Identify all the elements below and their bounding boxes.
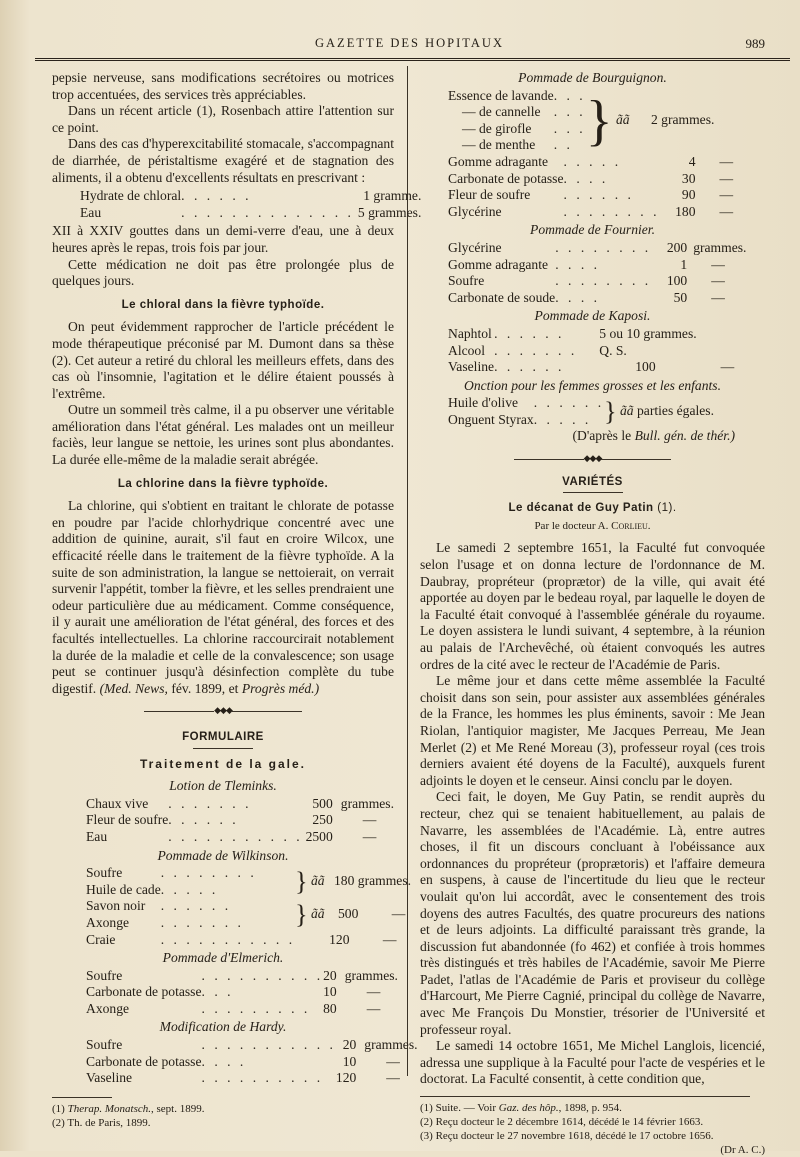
recipe-modification-hardy	[86, 1037, 418, 1087]
amount: 2500	[305, 828, 333, 844]
ana-mark: ãã	[311, 906, 325, 922]
footnote-source: Therap. Monatsch.	[67, 1102, 151, 1115]
leader-dots: . . . . . .	[168, 812, 239, 828]
prescription-row	[448, 154, 733, 171]
prescription-row	[448, 290, 746, 307]
paragraph: Dans un récent article (1), Rosenbach attire l'attention sur ce point.	[52, 103, 394, 135]
recipe-title: Pommade de Bourguignon.	[518, 70, 667, 85]
citation-line	[420, 428, 765, 445]
ingredient: Gomme adragante	[448, 256, 549, 272]
footnotes-right	[420, 1101, 765, 1157]
section-heading-formulaire: FORMULAIRE	[182, 730, 264, 743]
leader-dots: . . . . .	[563, 153, 622, 169]
author-prefix: Par le docteur A.	[534, 519, 609, 532]
leader-dots: . . . . . .	[181, 188, 252, 204]
amount: 80	[323, 1000, 337, 1016]
amount: 250	[312, 812, 333, 828]
ingredient: Essence de lavande	[448, 87, 554, 103]
leader-dots: . . .	[553, 104, 586, 120]
ingredient: Glycérine	[448, 239, 502, 255]
leader-dots: . . . . . . . . . .	[201, 1070, 324, 1086]
amount: 5 grammes.	[357, 204, 422, 220]
amount: 2 grammes.	[650, 111, 715, 127]
unit	[697, 343, 735, 360]
paragraph: Ceci fait, le doyen, Me Guy Patin, se rendit auprès du recteur, chez qui se tenaient habituellement, au palais de Navarre, les assemblées de l'Académie. Là, entre autres choses, il fit un discours concluant à l'obéissance aux ordonnances du propréteur (proprætoris) et l'affaire demeura en suspens, à cause de l'incertitude du lieu que le recteur voulait qu'on lui accordât, avec le consentement des trois doyens des autres Facultés, des quatre procureurs des nations et de leurs adjoints. La difficulté paraissant très grande, la discussion fut abandonnée (fo 462) et confiée à trois hommes très distingués et très habiles de l'Académie, savoir Me Pierre Padet, l'atlas de l'Académie de Paris et proviseur du collège d'Harcourt, Me Pierre Cagnié, principal du collège de Navarre, avec Me François Du Monstier, trésorier de l'Université et professeur royal.	[420, 789, 765, 1037]
unit: —	[711, 289, 725, 305]
paragraph-text: La chlorine, qui s'obtient en traitant le chlorate de potasse en poudre par l'acide chlorhydrique concentré avec une addition de quinine, aurait, s'il faut en croire Wilcox, une efficacité réelle dans le traitement de la fièvre typhoïde. A la suite de son administration, la langue se nettoierait, on verrait survenir l'appétit, tomber la fièvre, et les selles prendraient une odeur particulière due au médicament. Comme conséquence, il y aurait une amélioration de l'état général, des forces et des facultés intellectuelles. La chlorine raccourcirait notablement la durée de la maladie et celle de la convalescence; son usage peut se continuer jusqu'à désinfection complète du tube digestif.	[52, 498, 394, 696]
footnote-source: Gaz. des hôp.	[498, 1102, 559, 1115]
recipe-pommade-wilkinson	[86, 865, 411, 948]
leader-dots: . . . . . .	[494, 359, 565, 375]
prescription-row	[448, 88, 714, 105]
unit: —	[719, 187, 734, 203]
footnote	[420, 1101, 765, 1115]
unit: grammes.	[693, 239, 747, 255]
paragraph: Le samedi 14 octobre 1651, Me Michel Langlois, licencié, adressa une supplique à la Faculté pour l'acte de vespéries et le doctorat. La Faculté consentit, à cette condition que,	[420, 1038, 765, 1087]
recipe-title: Pommade de Wilkinson.	[157, 847, 289, 863]
paragraph: On peut évidemment rapprocher de l'article précédent le mode thérapeutique préconisé par M. Dumont dans sa thèse (2). Cet auteur a retiré du chloral les meilleurs effets, dans des cas où l'insomnie, l'agitation et le délire étaient poussés à l'extrême.	[52, 319, 394, 401]
ornament-divider: ◆◆◆	[52, 702, 394, 719]
recipe-pommade-fournier	[448, 240, 746, 306]
leader-dots: . . . . . . .	[160, 914, 244, 930]
footnote: (2) Reçu docteur le 2 décembre 1614, décédé le 14 février 1663.	[420, 1116, 704, 1129]
ingredient: Soufre	[86, 967, 123, 983]
ana-mark: ãã	[620, 403, 634, 419]
unit: —	[711, 256, 725, 272]
leader-dots: . . . . .	[533, 411, 592, 427]
section-heading: Le chloral dans la fièvre typhoïde.	[121, 298, 325, 311]
prescription-row	[448, 359, 734, 376]
section-heading: Traitement de la gale.	[139, 756, 307, 771]
unit: —	[386, 1070, 400, 1086]
ingredient: Chaux vive	[86, 795, 149, 811]
prescription-row	[80, 205, 421, 222]
amount: 50	[673, 289, 688, 305]
amount: parties égales.	[637, 403, 714, 419]
ingredient: Huile de cade	[86, 881, 161, 897]
header-rule	[35, 58, 790, 63]
signature: (Dr A. C.)	[720, 1144, 765, 1157]
ingredient: Axonge	[86, 1000, 130, 1016]
footnote: (2) Th. de Paris, 1899.	[52, 1116, 151, 1129]
ingredient: Fleur de soufre	[448, 187, 531, 203]
ingredient: — de cannelle	[462, 104, 541, 120]
footnote-text: (1) Suite. — Voir	[420, 1102, 496, 1115]
unit: —	[391, 906, 406, 922]
amount: 1 gramme.	[363, 188, 422, 204]
ingredient: Craie	[86, 931, 116, 947]
left-column	[52, 70, 422, 1130]
recipe-title: Pommade d'Elmerich.	[162, 950, 284, 966]
paragraph: Le samedi 2 septembre 1651, la Faculté fut convoquée selon l'usage et on donna lecture de l'ordonnance de M. Daubray, propréteur (proprætor) de la ville, qui avait été apportée au doyen par le bedeau royal, par laquelle le doyen de la Faculté était convoqué à l'assemblée générale du royaume. Le doyen assistera le lundi suivant, 4 septembre, à la réunion au palais de l'Archevêché, où étaient convoqués les autres ordres de la cité avec le recteur de l'Académie de Paris.	[420, 540, 765, 672]
citation-source: Bull. gén. de thér.)	[634, 428, 735, 444]
author-name: Corlieu.	[611, 519, 651, 532]
leader-dots: . . . . . . . . . . .	[160, 931, 296, 947]
ingredient: Naphtol	[448, 325, 492, 341]
leader-dots: . . . . . . . . . . .	[168, 828, 303, 844]
citation: fév. 1899, et	[171, 680, 239, 696]
paragraph	[52, 498, 394, 697]
ingredient: Carbonate de potasse	[448, 170, 564, 186]
ingredient: Glycérine	[448, 203, 502, 219]
ingredient: Vaseline	[86, 1070, 133, 1086]
leader-dots: . . .	[553, 87, 586, 103]
leader-dots: . . . .	[563, 170, 609, 186]
section-heading-varietes: VARIÉTÉS	[562, 475, 623, 488]
footnote-rule	[420, 1096, 750, 1097]
unit: —	[382, 931, 397, 947]
paragraph: Dans des cas d'hyperexcitabilité stomacale, s'accompagnant de diarrhée, de péristaltisme exagéré et de stagnation des aliments, il a obtenu d'excellents résultats en prescrivant :	[52, 136, 394, 185]
recipe-pommade-bourguignon-rest	[448, 154, 733, 220]
ingredient: Carbonate de soude	[448, 289, 556, 305]
amount: 500	[338, 906, 359, 922]
prescription-row	[448, 273, 746, 290]
ingredient: Carbonate de potasse	[86, 984, 202, 1000]
amount: 10	[342, 1053, 357, 1069]
leader-dots: . . .	[201, 984, 234, 1000]
amount: Q. S.	[599, 342, 627, 358]
ornament-divider: ◆◆◆	[420, 450, 765, 467]
recipe-pommade-kaposi	[448, 326, 734, 376]
footnote-number: (1)	[52, 1102, 65, 1115]
unit: —	[362, 812, 377, 828]
amount: 500	[312, 795, 333, 811]
footnote	[52, 1102, 394, 1116]
section-heading: La chlorine dans la fièvre typhoïde.	[117, 477, 329, 490]
citation: (Med. News,	[99, 680, 168, 696]
ingredient: Alcool	[448, 342, 485, 358]
prescription-row	[448, 257, 746, 274]
amount: 100	[666, 273, 688, 289]
amount: 1	[680, 256, 688, 272]
prescription-row	[448, 204, 733, 221]
ingredient: Axonge	[86, 914, 130, 930]
footnote-detail: , 1898, p. 954.	[558, 1102, 622, 1115]
recipe-title: Lotion de Tleminks.	[169, 778, 277, 794]
ingredient: Soufre	[86, 865, 123, 881]
prescription-row	[86, 829, 394, 846]
unit: —	[386, 1053, 400, 1069]
ingredient: Eau	[80, 204, 102, 220]
recipe-title: Modification de Hardy.	[159, 1019, 287, 1035]
paragraph: Outre un sommeil très calme, il a pu observer une véritable amélioration dans l'état général. Les malades ont un meilleur faciès, leur langue se nettoie, les urines sont plus abondantes. La durée elle-même de la maladie serait abrégée.	[52, 402, 394, 468]
unit	[697, 326, 735, 343]
amount: 120	[335, 1070, 357, 1086]
leader-dots: . . . . . . .	[494, 342, 578, 358]
prescription-row	[86, 1001, 398, 1018]
ingredient: Fleur de soufre	[86, 812, 169, 828]
amount: 200	[666, 239, 688, 255]
right-column	[420, 70, 765, 1157]
amount: 120	[329, 931, 350, 947]
brace: }	[295, 900, 308, 930]
leader-dots: . . . .	[555, 256, 601, 272]
article-author	[420, 518, 765, 535]
leader-dots: . . . .	[555, 289, 601, 305]
prescription-row	[86, 968, 398, 985]
recipe-title: Onction pour les femmes grosses et les enfants.	[464, 377, 721, 393]
recipe-lotion-tleminks	[86, 796, 394, 846]
journal-title: GAZETTE DES HOPITAUX	[315, 36, 504, 50]
article-title-text: Le décanat de Guy Patin	[508, 502, 654, 515]
ingredient: Onguent Styrax	[448, 411, 534, 427]
article-title	[420, 500, 765, 517]
unit: —	[366, 984, 381, 1000]
ingredient: Gomme adragante	[448, 153, 549, 169]
prescription-row	[86, 898, 411, 915]
paragraph: Le même jour et dans cette même assemblée la Faculté choisit dans son sein, pour assister aux assemblées générales de la France, les hommes les plus éminents, savoir : Me Jean Riolan, l'antiquior magister, Me Jacques Perreau, Me Jean Merlet (2) et Me René Moreau (3), professeur royal (ces trois derniers avaient été doyens de la Faculté), auxquels furent adjoints le doyen et le censeur. Ainsi conclu par le doyen.	[420, 673, 765, 788]
unit: grammes.	[340, 795, 394, 811]
ingredient: — de menthe	[462, 137, 536, 153]
amount: 20	[342, 1037, 357, 1053]
leader-dots: . . . . . . . . .	[201, 1000, 311, 1016]
leader-dots: . . . . . . . . . . .	[201, 1037, 336, 1053]
amount: 30	[681, 170, 696, 186]
prescription-row	[80, 188, 421, 205]
unit: —	[719, 153, 734, 169]
ingredient: Hydrate de chloral	[80, 188, 182, 204]
recipe-pommade-elmerich	[86, 968, 398, 1018]
unit: —	[711, 273, 725, 289]
prescription-row	[86, 865, 411, 882]
amount: 180	[675, 203, 696, 219]
prescription-row	[86, 796, 394, 813]
leader-dots: . . . . . .	[563, 187, 634, 203]
recipe-title: Pommade de Kaposi.	[534, 308, 651, 324]
leader-dots: . .	[553, 137, 573, 153]
page-header	[35, 36, 765, 54]
ana-mark: ãã	[615, 111, 630, 127]
footnote: (3) Reçu docteur le 27 novembre 1618, décédé le 17 octobre 1656.	[420, 1130, 714, 1143]
leader-dots: . . . . . . . .	[563, 203, 660, 219]
leader-dots: . . . . . .	[494, 325, 565, 341]
unit: —	[719, 203, 734, 219]
prescription-row	[448, 187, 733, 204]
leader-dots: . . . .	[201, 1053, 247, 1069]
unit: —	[719, 170, 734, 186]
leader-dots: . . . . . . . . . . . . . .	[181, 204, 354, 220]
unit: grammes.	[364, 1037, 418, 1053]
unit: grammes.	[344, 967, 398, 983]
amount: 100	[635, 359, 656, 375]
prescription-row	[448, 240, 746, 257]
citation: Progrès méd.)	[241, 680, 320, 696]
ingredient: Vaseline	[448, 359, 495, 375]
ingredient: Huile d'olive	[448, 395, 519, 411]
unit: —	[720, 359, 735, 375]
leader-dots: . . .	[553, 120, 586, 136]
short-rule	[193, 748, 253, 749]
unit: —	[362, 828, 377, 844]
short-rule	[563, 492, 623, 493]
brace: }	[295, 867, 308, 897]
leader-dots: . . . . . . . .	[160, 865, 257, 881]
prescription-row	[448, 171, 733, 188]
leader-dots: . . . . . .	[533, 395, 605, 411]
leader-dots: . . . . .	[160, 881, 219, 897]
leader-dots: . . . . . .	[160, 898, 232, 914]
ingredient: Savon noir	[86, 898, 146, 914]
leader-dots: . . . . . . . . . .	[201, 967, 324, 983]
prescription-row	[448, 343, 734, 360]
recipe-title: Pommade de Fournier.	[530, 222, 655, 238]
paragraph: XII à XXIV gouttes dans un demi-verre d'eau, une à deux heures après le repas, trois fois par jour.	[52, 223, 394, 255]
ana-mark: ãã	[311, 873, 325, 889]
recipe-pommade-bourguignon	[448, 88, 714, 154]
brace: }	[585, 89, 613, 152]
prescription-row	[86, 1054, 418, 1071]
ingredient: Eau	[86, 828, 108, 844]
prescription-row	[86, 812, 394, 829]
amount: 5 ou 10 grammes.	[599, 325, 697, 341]
paragraph: Cette médication ne doit pas être prolongée plus de quelques jours.	[52, 256, 394, 289]
leader-dots: . . . . . . . .	[555, 239, 652, 255]
ingredient: — de girofle	[462, 120, 532, 136]
prescription-row	[86, 1070, 418, 1087]
prescription-row	[86, 984, 398, 1001]
amount: 90	[681, 187, 696, 203]
leader-dots: . . . . . . . .	[555, 273, 652, 289]
page-number: 989	[745, 36, 765, 51]
ingredient: Soufre	[86, 1037, 123, 1053]
prescription-chloral	[80, 188, 421, 221]
prescription-row	[86, 1037, 418, 1054]
footnote-rule	[52, 1097, 112, 1098]
amount: 4	[688, 153, 696, 169]
prescription-row	[448, 326, 734, 343]
prescription-row	[448, 395, 714, 412]
amount: 10	[323, 984, 337, 1000]
amount: 180 grammes.	[334, 873, 412, 889]
unit: —	[366, 1000, 381, 1016]
footnote-detail: , sept. 1899.	[151, 1102, 205, 1115]
leader-dots: . . . . . . .	[168, 795, 252, 811]
prescription-row	[86, 932, 411, 949]
ingredient: Carbonate de potasse	[86, 1053, 202, 1069]
amount: 20	[323, 967, 337, 983]
article-title-ref: (1).	[657, 502, 677, 515]
footnotes-left	[52, 1102, 394, 1130]
brace: }	[604, 397, 617, 427]
citation: (D'après le	[572, 428, 632, 444]
recipe-onction	[448, 395, 714, 428]
ingredient: Soufre	[448, 273, 485, 289]
paragraph: pepsie nerveuse, sans modifications secrétoires ou motrices trop accentuées, des services très appréciables.	[52, 70, 394, 102]
